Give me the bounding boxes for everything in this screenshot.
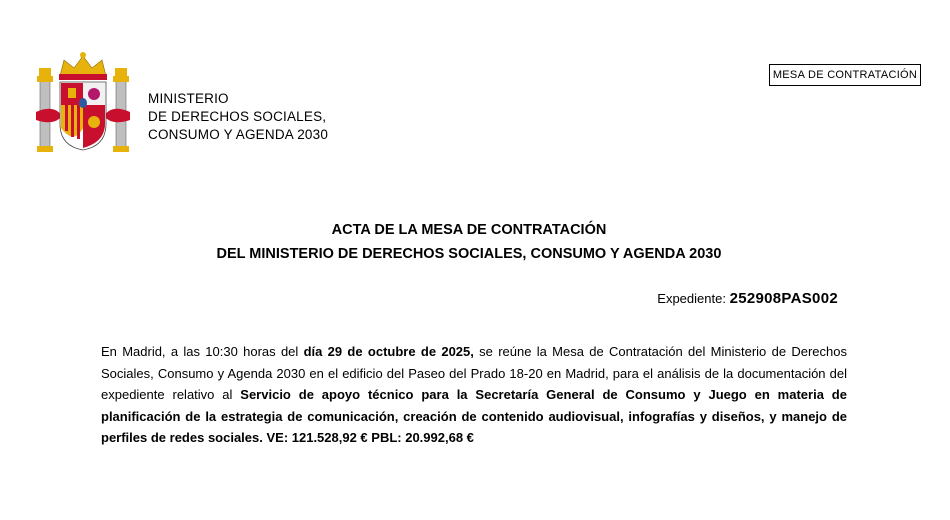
paragraph-service: Servicio de apoyo técnico para la Secretaría General de Consumo y Juego en materia de planificación de la estrategia de comunicación, creación de contenido audiovisual, infografías y diseños, y manejo de perfiles de redes sociales. VE: 121.528,92 € PBL: 20.992,68 €	[101, 387, 847, 445]
mesa-contratacion-tag: MESA DE CONTRATACIÓN	[769, 64, 921, 86]
title-line-2: DEL MINISTERIO DE DERECHOS SOCIALES, CONSUMO Y AGENDA 2030	[216, 246, 722, 262]
ministry-name	[148, 90, 328, 144]
ministry-line-1: MINISTERIO	[148, 91, 229, 106]
expediente	[657, 290, 838, 307]
expediente-label: Expediente:	[657, 291, 726, 306]
paragraph-intro: En Madrid, a las 10:30 horas del	[101, 344, 304, 359]
expediente-number: 252908PAS002	[729, 290, 838, 307]
document-title	[0, 218, 938, 266]
paragraph-middle: se reúne la Mesa de Contratación del Ministerio de Derechos Sociales, Consumo y Agenda 2030 en el edificio del Paseo del Prado 18-20 en Madrid, para el análisis de la documentación del expediente relativo al	[101, 344, 847, 402]
body-paragraph	[101, 341, 847, 449]
paragraph-date: día 29 de octubre de 2025,	[303, 344, 474, 359]
title-line-1: ACTA DE LA MESA DE CONTRATACIÓN	[331, 222, 607, 238]
ministry-line-2: DE DERECHOS SOCIALES,	[148, 109, 327, 124]
ministry-line-3: CONSUMO Y AGENDA 2030	[148, 127, 329, 142]
coat-of-arms-icon	[34, 50, 132, 156]
